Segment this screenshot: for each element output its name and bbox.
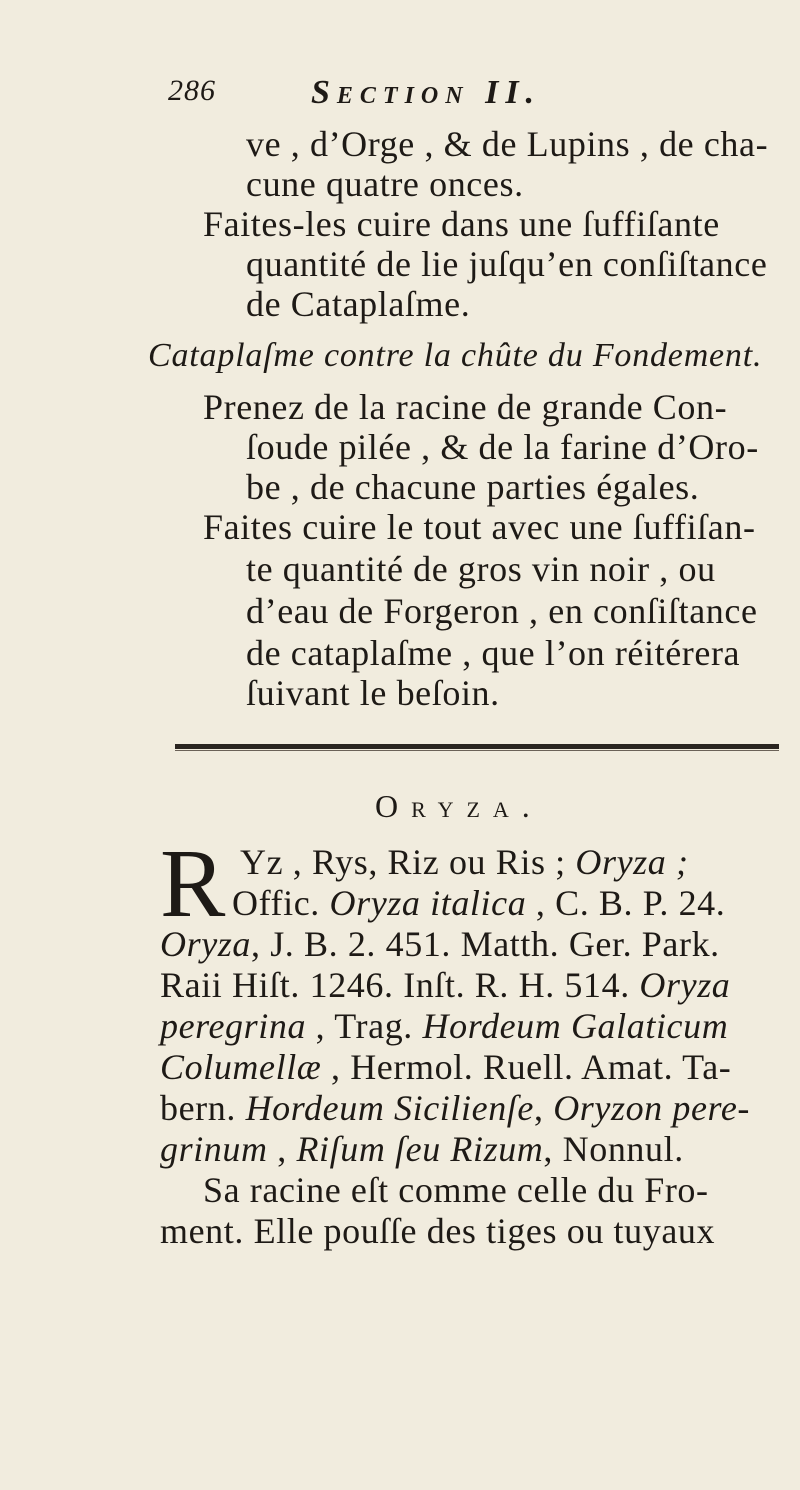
text-line: be , de chacune parties égales. — [246, 467, 700, 507]
section-divider-thin — [175, 750, 779, 751]
text-line: Faites cuire le tout avec une ſuffiſan- — [203, 507, 756, 547]
section-divider — [175, 744, 779, 749]
recipe-heading: Cataplaſme contre la chûte du Fondement. — [148, 337, 763, 374]
text-line: ve , d’Orge , & de Lupins , de cha- — [246, 124, 769, 164]
text-line: ment. Elle pouſſe des tiges ou tuyaux — [160, 1211, 716, 1251]
section-heading: Oryza. — [375, 788, 543, 824]
text-line — [160, 1006, 728, 1046]
text-line: de Cataplaſme. — [246, 284, 471, 324]
text-line: ſuivant le beſoin. — [246, 673, 500, 713]
text-run: Offic. — [232, 883, 330, 923]
text-run: , — [533, 1088, 554, 1128]
text-run: Yz , Rys, Riz ou Ris ; — [240, 842, 576, 882]
text-run: Hordeum Sicilienſe — [245, 1088, 534, 1128]
text-line — [160, 965, 730, 1005]
text-run: Oryza italica — [329, 883, 527, 923]
text-line: quantité de lie juſqu’en conſiſtance — [246, 244, 768, 284]
text-run: Oryza ; — [575, 842, 689, 882]
text-run: , Trag. — [306, 1006, 423, 1046]
text-run: grinum — [160, 1129, 268, 1169]
text-run: , C. B. P. 24. — [526, 883, 726, 923]
text-run: , Hermol. Ruell. Amat. Ta- — [321, 1047, 732, 1087]
text-run: Oryza — [160, 924, 251, 964]
text-line: d’eau de Forgeron , en conſiſtance — [246, 591, 758, 631]
text-run: Oryza — [639, 965, 731, 1005]
text-line — [160, 1088, 750, 1128]
text-run: bern. — [160, 1088, 246, 1128]
text-run: Raii Hiſt. 1246. Inſt. R. H. 514. — [160, 965, 640, 1005]
text-run: Oryzon pere- — [553, 1088, 751, 1128]
text-line: ſoude pilée , & de la farine d’Oro- — [246, 427, 759, 467]
running-head — [168, 74, 688, 120]
text-line: te quantité de gros vin noir , ou — [246, 549, 716, 589]
text-run: peregrina — [160, 1006, 307, 1046]
page-number: 286 — [168, 74, 216, 107]
text-line — [232, 883, 725, 923]
text-run: , J. B. 2. 451. Matth. Ger. Park. — [251, 924, 720, 964]
text-line — [160, 924, 720, 964]
text-line — [160, 1129, 684, 1169]
text-run: Riſum ſeu Rizum — [296, 1129, 544, 1169]
section-title: Section II. — [311, 74, 542, 111]
text-line: de cataplaſme , que l’on réitérera — [246, 633, 741, 673]
text-line — [240, 842, 689, 882]
text-line: Prenez de la racine de grande Con- — [203, 387, 728, 427]
text-run: , — [267, 1129, 297, 1169]
text-line — [160, 1047, 731, 1087]
text-line: Sa racine eſt comme celle du Fro- — [203, 1170, 709, 1210]
text-line: cune quatre onces. — [246, 164, 524, 204]
text-run: , Nonnul. — [543, 1129, 684, 1169]
drop-cap: R — [160, 830, 226, 938]
text-line: Faites-les cuire dans une ſuffiſante — [203, 204, 720, 244]
text-run: Hordeum Galaticum — [422, 1006, 729, 1046]
text-run: Columellæ — [160, 1047, 322, 1087]
